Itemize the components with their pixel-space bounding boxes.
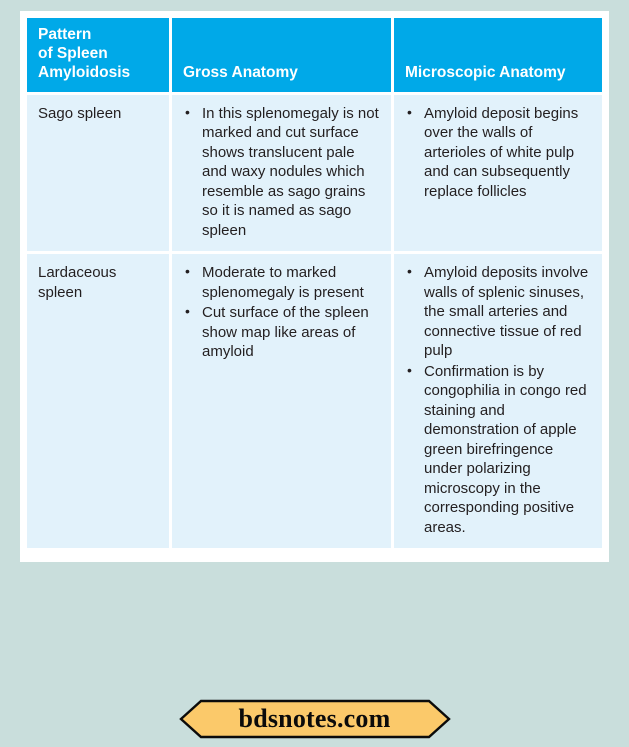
list-item: • Amyloid deposit begins over the walls of arterioles of white pulp and can subsequently replace follicles bbox=[405, 104, 593, 202]
gross-anatomy-list bbox=[183, 104, 382, 241]
gross-anatomy-list bbox=[183, 263, 382, 362]
table-header bbox=[27, 18, 602, 92]
table-container bbox=[20, 11, 609, 562]
list-item: • Cut surface of the spleen show map like areas of amyloid bbox=[183, 303, 382, 362]
cell-gross-anatomy bbox=[172, 92, 394, 252]
column-header-pattern-line-1: Pattern bbox=[38, 26, 92, 43]
column-header-gross-anatomy: Gross Anatomy bbox=[172, 18, 394, 92]
banner-label: bdsnotes.com bbox=[238, 703, 391, 733]
bdsnotes-banner[interactable] bbox=[179, 698, 451, 740]
column-header-pattern-line-3: Amyloidosis bbox=[38, 64, 131, 82]
cell-pattern bbox=[27, 251, 172, 548]
spleen-amyloidosis-table bbox=[27, 18, 602, 548]
cell-gross-anatomy bbox=[172, 251, 394, 548]
microscopic-anatomy-list bbox=[405, 104, 593, 202]
table-row bbox=[27, 92, 602, 252]
list-item: • Amyloid deposits involve walls of splenic sinuses, the small arteries and connective tissue of red pulp bbox=[405, 263, 593, 361]
column-header-pattern-line-2: of Spleen bbox=[38, 45, 108, 63]
table-header-row bbox=[27, 18, 602, 92]
microscopic-anatomy-list bbox=[405, 263, 593, 537]
list-item: • In this splenomegaly is not marked and cut surface shows translucent pale and waxy nodules which resemble as sago grains so it is named as sago spleen bbox=[183, 104, 382, 241]
pattern-label: Lardaceous spleen bbox=[38, 264, 117, 301]
list-item: • Moderate to marked splenomegaly is present bbox=[183, 263, 382, 302]
pattern-label: Sago spleen bbox=[38, 104, 122, 122]
cell-pattern bbox=[27, 92, 172, 252]
column-header-pattern bbox=[27, 18, 172, 92]
table-body bbox=[27, 92, 602, 549]
table-row bbox=[27, 251, 602, 548]
list-item: • Confirmation is by congophilia in congo red staining and demonstration of apple green birefringence under polarizing microscopy in the corresponding positive areas. bbox=[405, 362, 593, 538]
column-header-microscopic-anatomy: Microscopic Anatomy bbox=[394, 18, 602, 92]
footer bbox=[0, 690, 629, 747]
cell-microscopic-anatomy bbox=[394, 251, 602, 548]
cell-microscopic-anatomy bbox=[394, 92, 602, 252]
